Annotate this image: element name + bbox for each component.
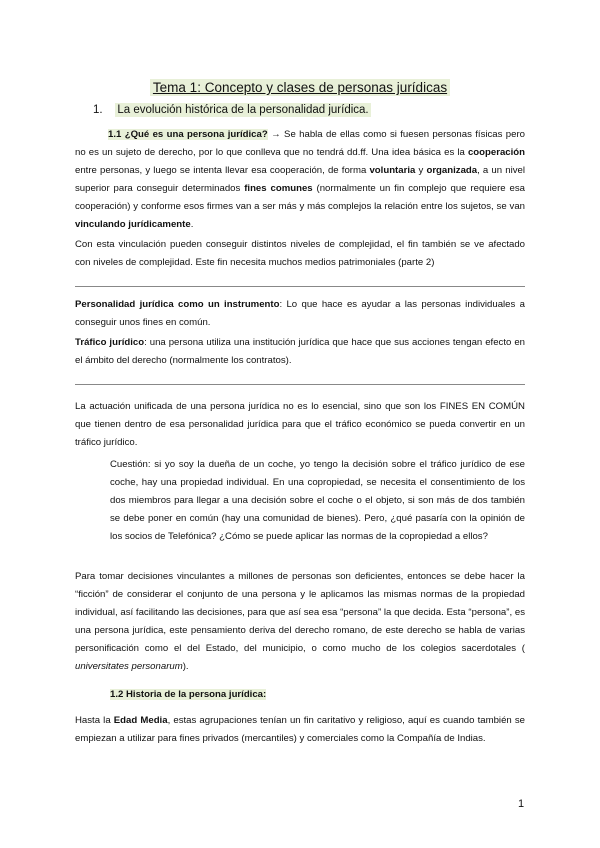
bold-term: voluntaria: [369, 165, 416, 176]
text: y: [415, 165, 427, 176]
text: , a un nivel superior para conseguir determinados: [75, 165, 525, 194]
text: entre personas, y luego se intenta llevar esa cooperación, de forma: [75, 165, 370, 176]
subheading-1-2: 1.2 Historia de la persona jurídica:: [110, 689, 267, 700]
paragraph-ficcion: [75, 568, 525, 676]
section-heading: [93, 104, 371, 116]
divider: [75, 384, 525, 385]
divider: [75, 286, 525, 287]
bold-term: Personalidad jurídica como un instrumento: [75, 299, 280, 310]
text: ).: [182, 661, 189, 672]
bold-term: Edad Media: [113, 715, 168, 726]
text: : Lo que hace es ayudar a las personas individuales a conseguir unos fines en común.: [75, 299, 525, 328]
bold-term: Tráfico jurídico: [75, 337, 145, 348]
paragraph-instrument: [75, 296, 525, 332]
text: , estas agrupaciones tenían un fin caritativo y religioso, aquí es cuando también se empiezan a utilizar para fines privados (mercantiles) y comerciales como la Compañía de Indias.: [75, 715, 525, 744]
text: .: [190, 219, 194, 230]
text: (normalmente un fin complejo que requiere esa cooperación) y conforme esos firmes van a ser más y más complejos la relación entre los sujetos, se van: [75, 183, 525, 212]
text: → Se habla de ellas como si fuesen personas físicas pero no es un sujeto de derecho, por lo que conlleva que no tendrá dd.ff. Una idea básica es la: [75, 129, 525, 158]
paragraph-trafico: [75, 334, 525, 370]
italic-term: universitates personarum: [75, 661, 183, 672]
bold-term: vinculando jurídicamente: [75, 219, 191, 230]
bold-term: cooperación: [467, 147, 525, 158]
paragraph-historia: [75, 712, 525, 748]
section-label: La evolución histórica de la personalidad jurídica.: [117, 104, 369, 116]
subheading-1-1: 1.1 ¿Qué es una persona jurídica?: [108, 129, 268, 140]
page-title: Tema 1: Concepto y clases de personas jurídicas: [150, 79, 450, 96]
paragraph-fines: La actuación unificada de una persona jurídica no es lo esencial, sino que son los FINES EN COMÚN que tienen dentro de esa personalidad jurídica para que el tráfico económico se pueda convertir en un tráfico jurídico.: [75, 401, 525, 448]
bold-term: fines comunes: [244, 183, 313, 194]
title-block: [0, 79, 600, 97]
bold-term: organizada: [426, 165, 478, 176]
section-number: 1.: [93, 104, 103, 116]
paragraph-cuestion: Cuestión: si yo soy la dueña de un coche, yo tengo la decisión sobre el tráfico jurídico de ese coche, hay una propiedad individual. En una copropiedad, se necesita el consentimiento de los dos miembros para llegar a una decisión sobre el coche o el objeto, si son más de dos también se debe poner en común (hay una comunidad de bienes). Pero, ¿qué pasaría con la opinión de los socios de Telefónica? ¿Cómo se puede aplicar las normas de la copropiedad a ellos?: [110, 459, 525, 542]
text: Para tomar decisiones vinculantes a millones de personas son deficientes, entonces se debe hacer la “ficción” de considerar el conjunto de una persona y le aplicamos las mismas normas de la propiedad individual, así facilitando las decisiones, para que así sea esa “persona” la que decida. Esta “persona”, es una persona jurídica, este pensamiento deriva del derecho romano, de este derecho se habla de varias personificación como el del Estado, del municipio, o como mucho de los colegios sacerdotales (: [75, 571, 525, 654]
text: Hasta la: [75, 715, 114, 726]
subheading-1-2-wrap: [110, 686, 560, 704]
text: : una persona utiliza una institución jurídica que hace que sus acciones tengan efecto en el ámbito del derecho (normalmente los contratos).: [75, 337, 525, 366]
paragraph-definition: [75, 126, 525, 234]
paragraph-complexity: Con esta vinculación pueden conseguir distintos niveles de complejidad, el fin también se ve afectado con niveles de complejidad. Este fin necesita muchos medios patrimoniales (parte 2): [75, 239, 525, 268]
page-number: 1: [518, 798, 525, 810]
